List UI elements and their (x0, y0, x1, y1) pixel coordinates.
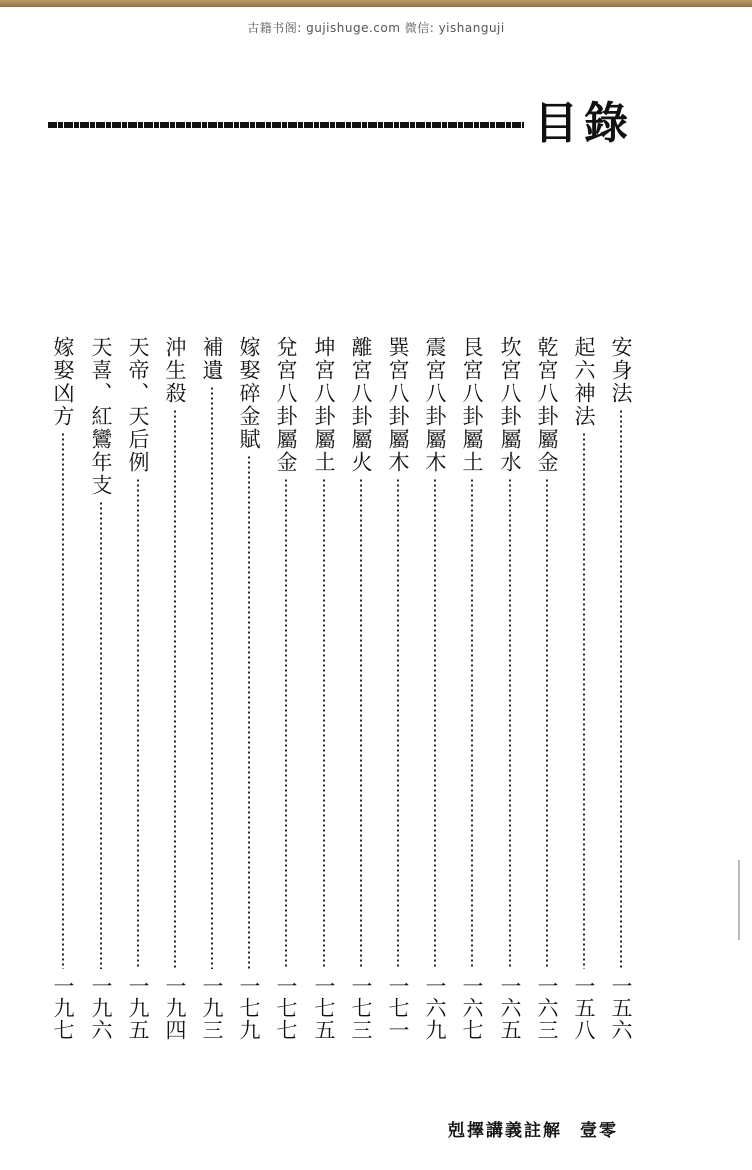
watermark-text: 古籍书阁: gujishuge.com 微信: yishanguji (247, 21, 505, 35)
toc-entry (272, 336, 300, 1041)
toc-entry (421, 336, 449, 1041)
toc-entry-page: 一五六 (609, 975, 633, 1041)
toc-entry-page: 一六九 (423, 975, 447, 1041)
toc-entry-page: 一七九 (237, 975, 261, 1041)
toc-entry-title: 安身法 (609, 336, 633, 405)
dot-leader (211, 386, 213, 969)
toc-entry-page: 一五八 (572, 975, 596, 1041)
toc-entry-title: 離宮八卦屬火 (349, 336, 373, 474)
toc-entry-page: 一六五 (498, 975, 522, 1041)
toc-entry (124, 336, 152, 1041)
toc-entry-title: 兌宮八卦屬金 (274, 336, 298, 474)
dot-leader (620, 409, 622, 969)
title-rule (48, 122, 524, 128)
dot-leader (397, 478, 399, 969)
dot-leader (360, 478, 362, 969)
toc-entry (198, 336, 226, 1041)
dot-leader (62, 432, 64, 969)
scan-edge-mark (738, 860, 740, 940)
toc-entry-page: 一九六 (89, 975, 113, 1041)
toc-entry-page: 一九四 (163, 975, 187, 1041)
toc-entry-page: 一九五 (126, 975, 150, 1041)
toc-entry-page: 一六七 (460, 975, 484, 1041)
toc-entry-title: 起六神法 (572, 336, 596, 428)
footer-page-number: 壹零 (580, 1121, 618, 1141)
toc-entry-title: 補遺 (200, 336, 224, 382)
toc-entry-title: 嫁娶凶方 (51, 336, 75, 428)
toc-entry-title: 巽宮八卦屬木 (386, 336, 410, 474)
toc-entry-title: 乾宮八卦屬金 (535, 336, 559, 474)
dot-leader (285, 478, 287, 969)
toc-entry-title: 坎宮八卦屬水 (498, 336, 522, 474)
footer-book-title: 剋擇講義註解 (448, 1121, 562, 1141)
dot-leader (137, 478, 139, 969)
toc-entry (87, 336, 115, 1041)
dot-leader (434, 478, 436, 969)
toc-entry-page: 一七七 (274, 975, 298, 1041)
toc-entry (496, 336, 524, 1041)
title-row (48, 96, 648, 156)
dot-leader (100, 501, 102, 969)
toc-entry-page: 一九七 (51, 975, 75, 1041)
dot-leader (471, 478, 473, 969)
toc-entry (310, 336, 338, 1041)
toc-entry-title: 嫁娶碎金賦 (237, 336, 261, 451)
toc-entry (235, 336, 263, 1041)
toc-entry-page: 一七三 (349, 975, 373, 1041)
toc-entry (458, 336, 486, 1041)
toc-entry (570, 336, 598, 1041)
toc-entry (161, 336, 189, 1041)
dot-leader (509, 478, 511, 969)
toc-entry-title: 坤宮八卦屬土 (312, 336, 336, 474)
toc-entry-page: 一九三 (200, 975, 224, 1041)
page-footer (448, 1116, 636, 1141)
dot-leader (174, 409, 176, 969)
toc-entry-title: 震宮八卦屬木 (423, 336, 447, 474)
dot-leader (323, 478, 325, 969)
toc-entry-title: 艮宮八卦屬土 (460, 336, 484, 474)
toc-entry (49, 336, 77, 1041)
top-border (0, 0, 752, 7)
dot-leader (583, 432, 585, 969)
toc-entry-title: 沖生殺 (163, 336, 187, 405)
toc-entry (533, 336, 561, 1041)
toc-entry (384, 336, 412, 1041)
table-of-contents (0, 336, 752, 1046)
toc-entry-page: 一六三 (535, 975, 559, 1041)
toc-entry-title: 天喜、紅鸞年支 (89, 336, 113, 497)
toc-entry-page: 一七五 (312, 975, 336, 1041)
toc-entry-title: 天帝、天后例 (126, 336, 150, 474)
page-title: 目錄 (534, 98, 634, 149)
dot-leader (546, 478, 548, 969)
toc-entry (347, 336, 375, 1041)
toc-entry (607, 336, 635, 1041)
toc-entry-page: 一七一 (386, 975, 410, 1041)
dot-leader (248, 455, 250, 969)
